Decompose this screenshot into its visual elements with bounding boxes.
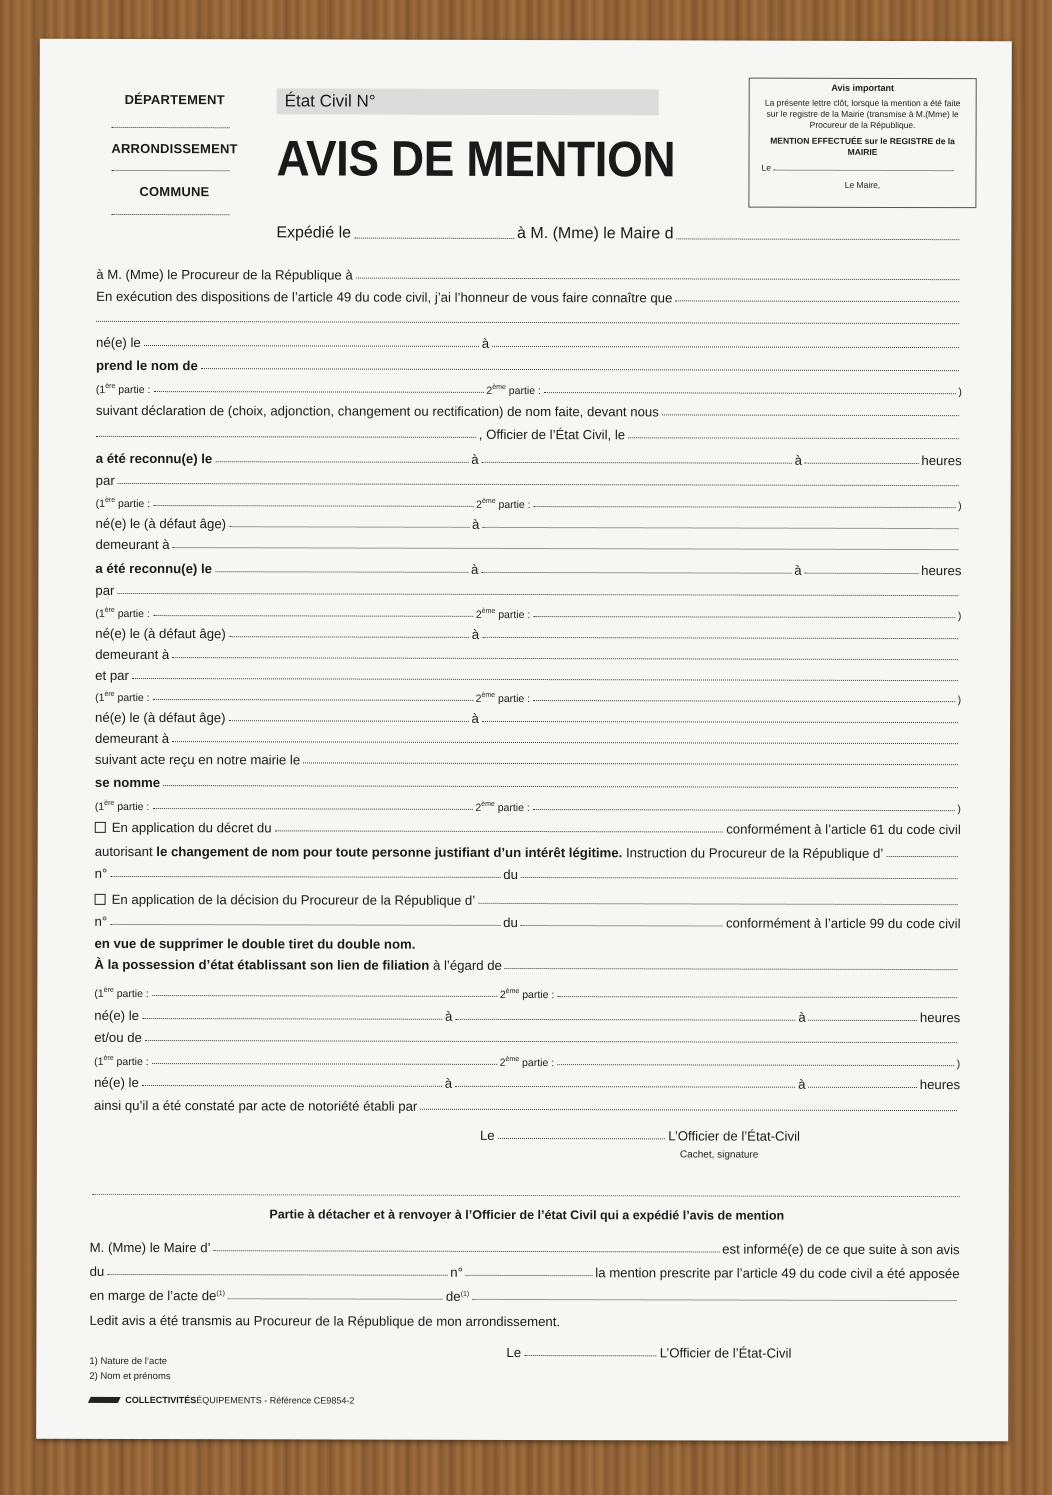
art99-label: conformément à l’article 99 du code civil xyxy=(725,915,961,932)
partie2-label: 2ème partie : xyxy=(475,607,531,622)
partie2-label: 2ème partie : xyxy=(486,383,541,398)
ne-defaut-label: né(e) le (à défaut âge) xyxy=(95,625,226,642)
a-label: à xyxy=(794,452,802,468)
du-label: du xyxy=(89,1263,105,1279)
ne-defaut-row-2[interactable] xyxy=(95,623,961,643)
suivant-acte-row[interactable] xyxy=(95,749,961,769)
etou-de-label: et/ou de xyxy=(94,1029,142,1046)
demeurant-label: demeurant à xyxy=(95,536,170,553)
heures-label: heures xyxy=(921,453,962,469)
ne-defaut-row-1[interactable] xyxy=(96,513,962,533)
decret-checkbox[interactable] xyxy=(95,822,106,833)
brand-reference: ÉQUIPEMENTS - Référence CE9854-2 xyxy=(196,1395,355,1406)
reconnu-row-1[interactable] xyxy=(96,448,962,468)
a-label: à xyxy=(444,1075,453,1091)
detach-marge-row[interactable] xyxy=(90,1285,960,1305)
procureur-row[interactable] xyxy=(96,264,962,284)
decision-row[interactable] xyxy=(95,889,961,909)
autorisant-text: autorisant le changement de nom pour toute personne justifiant d’un intérêt légitime. Instruction du Procureur de la République d’ xyxy=(94,843,884,861)
departement-field[interactable] xyxy=(112,127,230,128)
parties-row-2[interactable] xyxy=(96,492,962,512)
parties-row-4[interactable] xyxy=(95,686,961,706)
etat-civil-field[interactable]: État Civil N° xyxy=(277,88,659,115)
par-label: par xyxy=(95,582,115,598)
possession-row[interactable] xyxy=(94,954,960,974)
double-tiret-row xyxy=(94,933,960,953)
notice-bold: MENTION EFFECTUÉE sur le REGISTRE de la MAIRIE xyxy=(770,135,955,157)
n-du-row-2[interactable] xyxy=(95,911,961,931)
execution-label: En exécution des dispositions de l’article 49 du code civil, j’ai l’honneur de vous faire connaître que xyxy=(96,288,673,306)
detach-maire-row[interactable] xyxy=(90,1237,960,1257)
du-label: du xyxy=(503,866,518,882)
parties-row-6[interactable] xyxy=(94,982,960,1002)
page-title: AVIS DE MENTION xyxy=(276,130,676,188)
notice-box xyxy=(748,78,976,209)
departement-label: DÉPARTEMENT xyxy=(124,91,225,108)
parties-row-7[interactable] xyxy=(94,1050,960,1070)
le-label: Le xyxy=(479,1127,495,1143)
transmis-label: Ledit avis a été transmis au Procureur de la République de mon arrondissement. xyxy=(89,1312,561,1330)
declaration-row[interactable] xyxy=(96,400,962,420)
marge-label: en marge de l’acte $de^{(1)}$ xyxy=(89,1287,225,1304)
ne-le-label: né(e) le xyxy=(94,1007,140,1023)
informe-label: est informé(e) de ce que suite à son avis xyxy=(722,1241,960,1258)
transmis-row xyxy=(89,1310,959,1330)
a-label: à xyxy=(471,451,479,467)
arrondissement-field[interactable] xyxy=(111,170,229,171)
close-paren: ) xyxy=(957,610,962,623)
detach-separator xyxy=(92,1194,960,1197)
expedie-label: Expédié le xyxy=(276,224,352,242)
n-label: n° xyxy=(94,913,108,929)
et-par-row[interactable] xyxy=(95,665,961,685)
partie1-label: (1ère partie : xyxy=(94,1054,149,1069)
detach-maire-label: M. (Mme) le Maire d’ xyxy=(89,1239,211,1256)
a-label: à xyxy=(798,1076,806,1092)
officier-le-label: , Officier de l’État Civil, le xyxy=(478,426,626,443)
et-par-label: et par xyxy=(95,667,129,683)
detach-signature-row[interactable] xyxy=(506,1342,791,1361)
detach-du-row[interactable] xyxy=(90,1261,960,1281)
decision-label: En application de la décision du Procureur de la République d’ xyxy=(95,892,476,908)
heures-label: heures xyxy=(919,1077,961,1093)
de-label: $de^{(1)}$ xyxy=(445,1288,470,1304)
ne-le-row-3[interactable] xyxy=(94,1072,960,1092)
blank-row[interactable] xyxy=(96,308,962,328)
a-label: à xyxy=(798,1009,806,1025)
partie1-label: (1ère partie : xyxy=(95,606,150,621)
brand-footer xyxy=(89,1395,354,1406)
close-paren: ) xyxy=(957,694,962,707)
par-row-1[interactable] xyxy=(96,470,962,490)
commune-label: COMMUNE xyxy=(139,183,210,200)
procureur-label: à M. (Mme) le Procureur de la République à xyxy=(96,266,353,283)
ne-le-label: né(e) le xyxy=(94,1074,139,1090)
a-label: à xyxy=(794,562,802,578)
commune-field[interactable] xyxy=(111,214,229,215)
a-label: à xyxy=(444,1008,453,1024)
art61-label: conformément à l’article 61 du code civil xyxy=(726,821,961,838)
mention-label: la mention prescrite par l’article 49 du code civil a été apposée xyxy=(595,1265,960,1282)
close-paren: ) xyxy=(956,1058,961,1071)
demeurant-row-2[interactable] xyxy=(95,644,961,664)
heures-label: heures xyxy=(919,1010,961,1026)
detach-title: Partie à détacher et à renvoyer à l’Officier de l’état Civil qui a expédié l’avis de mention xyxy=(269,1207,785,1223)
du-label: du xyxy=(503,914,518,930)
partie1-label: (1ère partie : xyxy=(95,690,150,705)
notice-text: La présente lettre clôt, lorsque la mention a été faite sur le registre de la Mairie (transmise à M.(Mme) le Procureur de la République. xyxy=(764,97,961,131)
notoriete-row[interactable] xyxy=(94,1095,960,1115)
partie1-label: (1ère partie : xyxy=(94,986,149,1001)
autorisant-row[interactable] xyxy=(95,841,961,861)
parties-row-3[interactable] xyxy=(95,602,961,622)
ne-defaut-row-3[interactable] xyxy=(95,707,961,727)
parties-row-5[interactable] xyxy=(95,795,961,815)
double-tiret-label: en vue de supprimer le double tiret du double nom. xyxy=(94,935,416,952)
possession-label: À la possession d’état établissant son lien de filiation à l’égard de xyxy=(94,956,502,973)
a-label: à xyxy=(481,335,490,351)
notice-title: Avis important xyxy=(831,82,895,93)
a-label: à xyxy=(471,626,480,642)
notice-maire: Le Maire, xyxy=(844,179,881,190)
par-label: par xyxy=(95,472,115,488)
au-maire-label: à M. (Mme) le Maire d xyxy=(517,224,674,243)
notoriete-label: ainsi qu’il a été constaté par acte de notoriété établi par xyxy=(94,1097,418,1114)
reconnu-label: a été reconnu(e) le xyxy=(95,560,212,577)
ne-le-label: né(e) le xyxy=(96,334,141,350)
ne-defaut-label: né(e) le (à défaut âge) xyxy=(95,709,226,726)
notice-le-label: Le xyxy=(761,162,771,173)
execution-row[interactable] xyxy=(96,286,962,306)
declaration-label: suivant déclaration de (choix, adjonction, changement ou rectification) de nom faite, devant nous xyxy=(95,402,659,420)
a-label: à xyxy=(472,516,480,532)
a-label: à xyxy=(471,710,479,726)
ne-le-row[interactable] xyxy=(96,332,962,352)
form-sheet xyxy=(36,39,1012,1442)
brand-name: COLLECTIVITÉS xyxy=(125,1394,197,1406)
reconnu-label: a été reconnu(e) le xyxy=(95,450,213,467)
n-du-row-1[interactable] xyxy=(95,863,961,883)
ne-le-row-2[interactable] xyxy=(94,1005,960,1025)
close-paren: ) xyxy=(957,803,961,816)
footnote-1: 1) Nature de l’acte xyxy=(89,1355,168,1368)
demeurant-row-3[interactable] xyxy=(95,728,961,748)
parties-row-1[interactable] xyxy=(96,378,962,398)
partie2-label: 2ème partie : xyxy=(499,987,555,1002)
demeurant-row-1[interactable] xyxy=(95,534,961,554)
suivant-acte-label: suivant acte reçu en notre mairie le xyxy=(94,751,301,768)
partie2-label: 2ème partie : xyxy=(475,691,531,706)
ne-defaut-label: né(e) le (à défaut âge) xyxy=(95,515,227,532)
partie2-label: 2ème partie : xyxy=(476,497,531,512)
le-label: Le xyxy=(506,1344,522,1360)
arrondissement-label: ARRONDISSEMENT xyxy=(111,140,238,157)
n-label: n° xyxy=(450,1264,463,1280)
partie1-label: (1ère partie : xyxy=(95,382,151,397)
par-row-2[interactable] xyxy=(95,580,961,600)
officier-label: L’Officier de l’État-Civil xyxy=(668,1128,800,1144)
se-nomme-row[interactable] xyxy=(95,772,961,792)
a-label: à xyxy=(470,561,479,577)
demeurant-label: demeurant à xyxy=(94,730,170,747)
decret-row[interactable] xyxy=(95,817,961,837)
heures-label: heures xyxy=(921,563,962,579)
demeurant-label: demeurant à xyxy=(95,646,170,663)
close-paren: ) xyxy=(958,500,962,513)
decision-checkbox[interactable] xyxy=(95,894,106,905)
footnote-2: 2) Nom et prénoms xyxy=(89,1370,171,1383)
partie1-label: (1ère partie : xyxy=(95,496,151,511)
partie2-label: 2ème partie : xyxy=(475,800,530,815)
officier-label: L’Officier de l’État-Civil xyxy=(659,1345,792,1361)
partie1-label: (1ère partie : xyxy=(94,799,150,814)
partie2-label: 2ème partie : xyxy=(499,1055,555,1070)
reconnu-row-2[interactable] xyxy=(95,558,961,578)
prend-nom-label: prend le nom de xyxy=(95,357,198,374)
brand-logo-icon xyxy=(88,1397,121,1403)
se-nomme-label: se nomme xyxy=(94,774,161,791)
notice-le-row xyxy=(761,163,963,175)
decret-label: En application du décret du xyxy=(95,820,272,835)
signature-row[interactable] xyxy=(480,1125,800,1144)
expedie-row[interactable] xyxy=(276,220,962,244)
prend-nom-row[interactable] xyxy=(96,355,962,375)
n-label: n° xyxy=(94,865,108,881)
officier-row[interactable] xyxy=(96,423,962,443)
close-paren: ) xyxy=(958,386,962,399)
etou-de-row[interactable] xyxy=(94,1027,960,1047)
cachet-label: Cachet, signature xyxy=(679,1149,759,1161)
